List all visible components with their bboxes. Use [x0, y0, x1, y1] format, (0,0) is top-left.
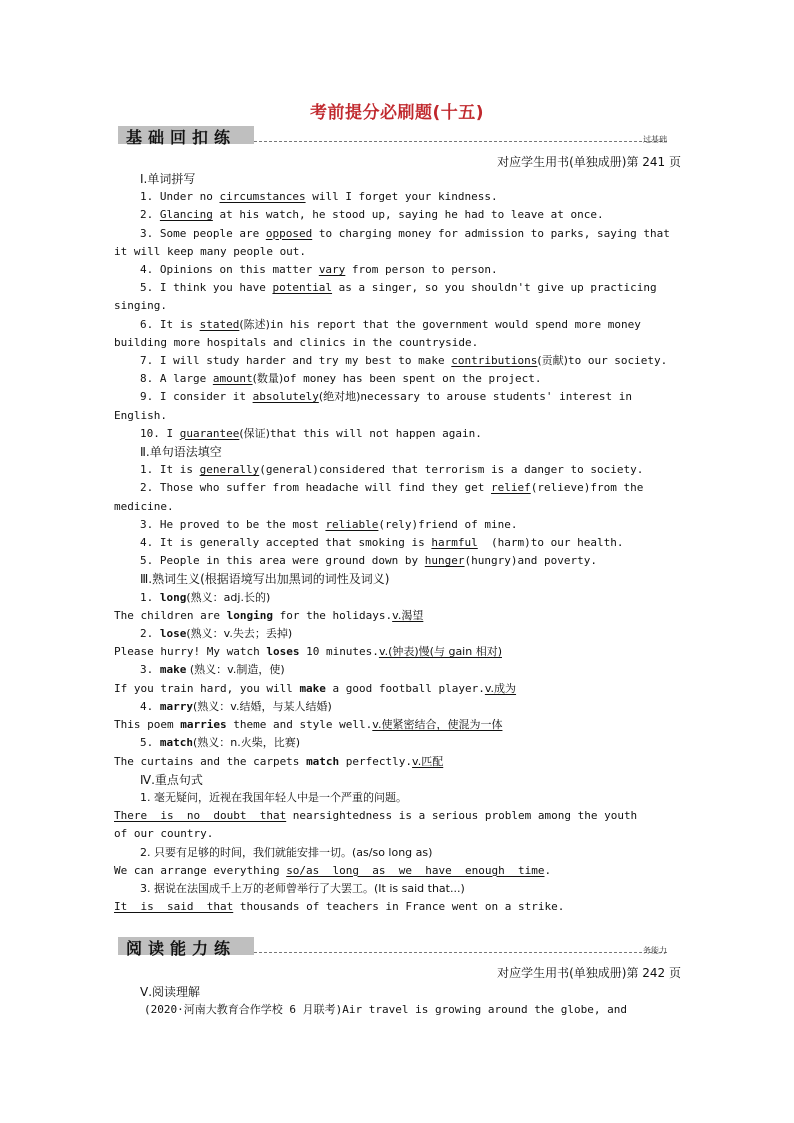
- answer: generally: [199, 463, 260, 477]
- question-continuation: building more hospitals and clinics in the countryside.: [114, 335, 479, 349]
- answer: relief: [491, 481, 531, 495]
- dashed-divider: [254, 952, 667, 953]
- answer: v.成为: [484, 681, 517, 695]
- answer: There is no doubt that: [114, 809, 287, 823]
- sentence-answer: There is no doubt that nearsightedness is a serious problem among the youth: [114, 809, 638, 823]
- answer: potential: [272, 281, 333, 295]
- question-continuation: of our country.: [114, 827, 214, 841]
- reading-body: [114, 983, 681, 1019]
- part3-heading: Ⅲ.熟词生义(根据语境写出加黑词的词性及词义): [140, 572, 390, 587]
- word-item: 1. long(熟义：adj.长的): [140, 590, 271, 604]
- question-item: 2. Those who suffer from headache will find they get relief(relieve)from the: [140, 481, 644, 495]
- question-item: 5. I think you have potential as a singer, so you shouldn't give up practicing: [140, 281, 657, 295]
- chinese-prompt: 3. 据说在法国成千上万的老师曾举行了大罢工。(It is said that...): [140, 881, 465, 895]
- answer: absolutely: [252, 390, 319, 404]
- answer: hunger: [424, 554, 465, 568]
- section-label: 阅读能力练: [126, 939, 237, 958]
- section-header-reading: [114, 936, 681, 958]
- question-item: 6. It is stated(陈述)in his report that the government would spend more money: [140, 317, 641, 331]
- answer: v.匹配: [412, 754, 444, 768]
- exercise-body: [114, 170, 681, 916]
- word-item: 4. marry(熟义：v.结婚，与某人结婚): [140, 699, 332, 713]
- question-item: 10. I guarantee(保证)that this will not happen again.: [140, 426, 482, 440]
- answer: It is said that: [114, 900, 234, 914]
- question-continuation: English.: [114, 408, 167, 422]
- sentence-answer: We can arrange everything so/as long as we have enough time.: [114, 863, 552, 877]
- word-sentence: The children are longing for the holidays.v.渴望: [114, 608, 424, 622]
- chinese-prompt: 2. 只要有足够的时间，我们就能安排一切。(as/so long as): [140, 845, 433, 859]
- question-continuation: it will keep many people out.: [114, 244, 307, 258]
- question-item: 2. Glancing at his watch, he stood up, saying he had to leave at once.: [140, 208, 604, 222]
- answer: v.(钟表)慢(与 gain 相对): [378, 645, 502, 659]
- question-continuation: medicine.: [114, 499, 174, 513]
- answer: so/as long as we have enough time: [286, 863, 545, 877]
- section-tag: 过基础: [643, 135, 667, 144]
- word-sentence: This poem marries theme and style well.v.使紧密结合，使混为一体: [114, 718, 503, 732]
- answer: guarantee: [179, 426, 240, 440]
- word-item: 5. match(熟义：n.火柴，比赛): [140, 736, 301, 750]
- answer: v.使紧密结合，使混为一体: [372, 718, 503, 732]
- book-page-reference: 对应学生用书(单独成册)第 241 页: [497, 155, 681, 169]
- question-item: 4. Opinions on this matter vary from person to person.: [140, 263, 498, 277]
- word-item: 3. make (熟义：v.制造，使): [140, 663, 285, 677]
- answer: amount: [212, 372, 253, 386]
- question-item: 3. He proved to be the most reliable(rely)friend of mine.: [140, 517, 518, 531]
- question-item: 9. I consider it absolutely(绝对地)necessary to arouse students' interest in: [140, 390, 632, 404]
- section-header-basics: [114, 125, 681, 147]
- question-continuation: singing.: [114, 299, 167, 313]
- question-item: 3. Some people are opposed to charging money for admission to parks, saying that: [140, 226, 670, 240]
- word-item: 2. lose(熟义：v.失去；丢掉): [140, 627, 293, 641]
- dashed-divider: [254, 141, 667, 142]
- question-item: 8. A large amount(数量)of money has been spent on the project.: [140, 372, 542, 386]
- answer: circumstances: [219, 190, 306, 204]
- part1-heading: Ⅰ.单词拼写: [140, 172, 196, 186]
- page-title: 考前提分必刷题(十五): [309, 103, 485, 123]
- answer: reliable: [325, 517, 379, 531]
- chinese-prompt: 1. 毫无疑问，近视在我国年轻人中是一个严重的问题。: [140, 790, 407, 804]
- section-tag: 务能力: [643, 946, 667, 955]
- reading-intro: (2020·河南大教育合作学校 6 月联考)Air travel is growing around the globe, and: [144, 1003, 627, 1017]
- section-label: 基础回扣练: [126, 128, 237, 147]
- answer: contributions: [451, 354, 538, 368]
- sentence-answer: It is said that thousands of teachers in France went on a strike.: [114, 900, 565, 914]
- word-sentence: If you train hard, you will make a good football player.v.成为: [114, 681, 517, 695]
- question-item: 1. Under no circumstances will I forget your kindness.: [140, 190, 498, 204]
- part2-heading: Ⅱ.单句语法填空: [140, 445, 222, 460]
- answer: vary: [318, 263, 346, 277]
- answer: opposed: [265, 226, 313, 240]
- word-sentence: The curtains and the carpets match perfectly.v.匹配: [114, 754, 444, 768]
- question-item: 4. It is generally accepted that smoking is harmful (harm)to our health.: [140, 536, 624, 550]
- question-item: 1. It is generally(general)considered that terrorism is a danger to society.: [140, 463, 644, 477]
- answer: v.渴望: [392, 608, 424, 622]
- question-item: 5. People in this area were ground down by hunger(hungry)and poverty.: [140, 554, 597, 568]
- word-sentence: Please hurry! My watch loses 10 minutes.v.(钟表)慢(与 gain 相对): [114, 645, 502, 659]
- part5-heading: Ⅴ.阅读理解: [140, 985, 201, 999]
- part4-heading: Ⅳ.重点句式: [140, 772, 203, 787]
- answer: stated: [199, 317, 240, 331]
- question-item: 7. I will study harder and try my best to make contributions(贡献)to our society.: [140, 354, 668, 368]
- answer: harmful: [431, 536, 478, 550]
- book-page-reference: 对应学生用书(单独成册)第 242 页: [497, 966, 681, 980]
- answer: Glancing: [159, 208, 213, 222]
